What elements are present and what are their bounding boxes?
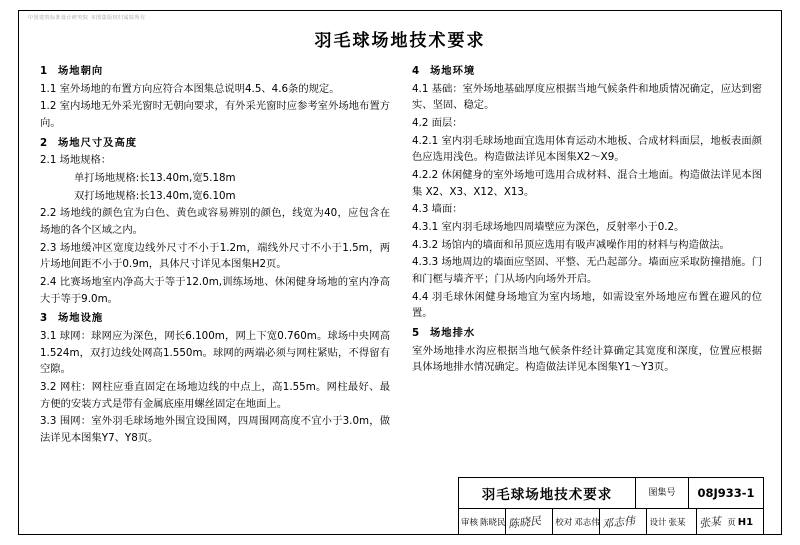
designer-cell xyxy=(647,509,697,535)
checker-label: 校对 xyxy=(555,518,573,528)
section-title: 场地设施 xyxy=(58,312,104,325)
page-title: 羽毛球场地技术要求 xyxy=(314,31,486,51)
reviewer-cell xyxy=(459,509,506,535)
atlas-number-label: 图集号 xyxy=(636,478,689,508)
body-paragraph: 2.4 比赛场地室内净高大于等于12.0m,训练场地、休闲健身场地的室内净高大于等于9.0m。 xyxy=(40,276,390,305)
body-paragraph: 4.3.1 室内羽毛球场地四周墙壁应为深色，反射率小于0.2。 xyxy=(412,221,685,234)
body-paragraph: 1.2 室内场地无外采光窗时无朝向要求，有外采光窗时应参考室外场地布置方向。 xyxy=(40,100,390,130)
section-number: 2 xyxy=(40,136,49,149)
page-number: H1 xyxy=(737,516,754,528)
left-column xyxy=(40,60,390,470)
content-columns xyxy=(40,60,762,470)
section-title: 场地环境 xyxy=(430,65,476,77)
reviewer-name: 陈晓民 xyxy=(480,518,506,528)
section-number: 4 xyxy=(412,65,421,77)
body-paragraph: 室外场地排水沟应根据当地气候条件经计算确定其宽度和深度，位置应根据具体场地排水情况确定。构造做法详见本图集Y1～Y3页。 xyxy=(412,344,762,374)
designer-signature: 张某 xyxy=(698,514,722,531)
section-heading xyxy=(412,63,762,80)
section-number: 3 xyxy=(40,312,49,325)
indented-paragraph: 双打场地规格:长13.40m,宽6.10m xyxy=(74,189,236,202)
body-paragraph: 4.4 羽毛球休闲健身场地宜为室内场地，如需设室外场地应布置在避风的位置。 xyxy=(412,290,762,320)
body-paragraph: 3.3 围网：室外羽毛球场地外围宜设围网，四周围网高度不宜小于3.0m，做法详见本图集Y7、Y8页。 xyxy=(40,415,390,445)
body-paragraph: 4.2.1 室内羽毛球场地面宜选用体育运动木地板、合成材料面层，地板表面颜色应选用浅色。构造做法详见本图集X2～X9。 xyxy=(412,134,762,164)
designer-label: 设计 xyxy=(649,518,667,528)
section-number: 5 xyxy=(412,327,421,340)
title-block xyxy=(458,477,764,535)
reviewer-signature: 陈晓民 xyxy=(507,514,542,531)
indented-paragraph: 单打场地规格:长13.40m,宽5.18m xyxy=(74,172,236,185)
watermark-text: 中国建筑标准设计研究院 本图集版权归属院所有 xyxy=(28,15,146,21)
checker-signature-cell xyxy=(600,509,647,535)
body-paragraph: 3.2 网柱：网柱应垂直固定在场地边线的中点上，高1.55m。网柱最好、最方便的安装方式是带有金属底座用螺丝固定在地面上。 xyxy=(40,381,390,410)
section-number: 1 xyxy=(40,65,49,77)
section-heading xyxy=(40,63,390,80)
body-paragraph: 4.2 面层： xyxy=(412,117,463,130)
title-block-row-top xyxy=(459,478,763,509)
page-label: 页 xyxy=(727,518,736,528)
body-paragraph: 2.1 场地规格： xyxy=(40,154,112,167)
designer-name: 张某 xyxy=(668,518,686,528)
body-paragraph: 4.3.2 场馆内的墙面和吊顶应选用有吸声减噪作用的材料与构造做法。 xyxy=(412,238,730,251)
section-heading xyxy=(412,325,762,342)
atlas-number-value: 08J933-1 xyxy=(697,486,755,500)
page-cell xyxy=(697,509,763,535)
drawing-name: 羽毛球场地技术要求 xyxy=(459,478,636,508)
body-paragraph: 4.3 墙面： xyxy=(412,203,463,216)
section-title: 场地朝向 xyxy=(58,65,104,77)
title-block-row-bottom xyxy=(459,509,763,535)
body-paragraph: 1.1 室外场地的布置方向应符合本图集总说明4.5、4.6条的规定。 xyxy=(40,82,340,95)
body-paragraph: 3.1 球网：球网应为深色，网长6.100m，网上下宽0.760m。球场中央网高1.524m，双打边线处网高1.550m。球网的两端必须与网柱紧贴，不得留有空隙。 xyxy=(40,330,390,376)
section-title: 场地排水 xyxy=(430,327,476,340)
section-heading xyxy=(40,135,390,152)
section-title: 场地尺寸及高度 xyxy=(58,136,138,149)
reviewer-label: 审核 xyxy=(461,518,479,528)
body-paragraph: 2.3 场地缓冲区宽度边线外尺寸不小于1.2m，端线外尺寸不小于1.5m，两片场地间距不小于0.9m，具体尺寸详见本图集H2页。 xyxy=(40,241,390,271)
section-heading xyxy=(40,310,390,327)
body-paragraph: 4.3.3 场地周边的墙面应坚固、平整、无凸起部分。墙面应采取防撞措施。门和门框与墙齐平；门从场内向场外开启。 xyxy=(412,256,762,286)
checker-cell xyxy=(553,509,600,535)
reviewer-signature-cell xyxy=(506,509,553,535)
checker-signature: 邓志伟 xyxy=(601,514,636,531)
body-paragraph: 4.2.2 休闲健身的室外场地可选用合成材料、混合土地面。构造做法详见本图集 X2、X3、X12、X13。 xyxy=(412,169,762,198)
body-paragraph: 4.1 基础：室外场地基础厚度应根据当地气候条件和地质情况确定，应达到密实、坚固、稳定。 xyxy=(412,82,762,112)
checker-name: 邓志伟 xyxy=(574,518,600,528)
body-paragraph: 2.2 场地线的颜色宜为白色、黄色或容易辨别的颜色，线宽为40，应包含在场地的各个区域之内。 xyxy=(40,207,390,237)
right-column xyxy=(412,60,762,470)
